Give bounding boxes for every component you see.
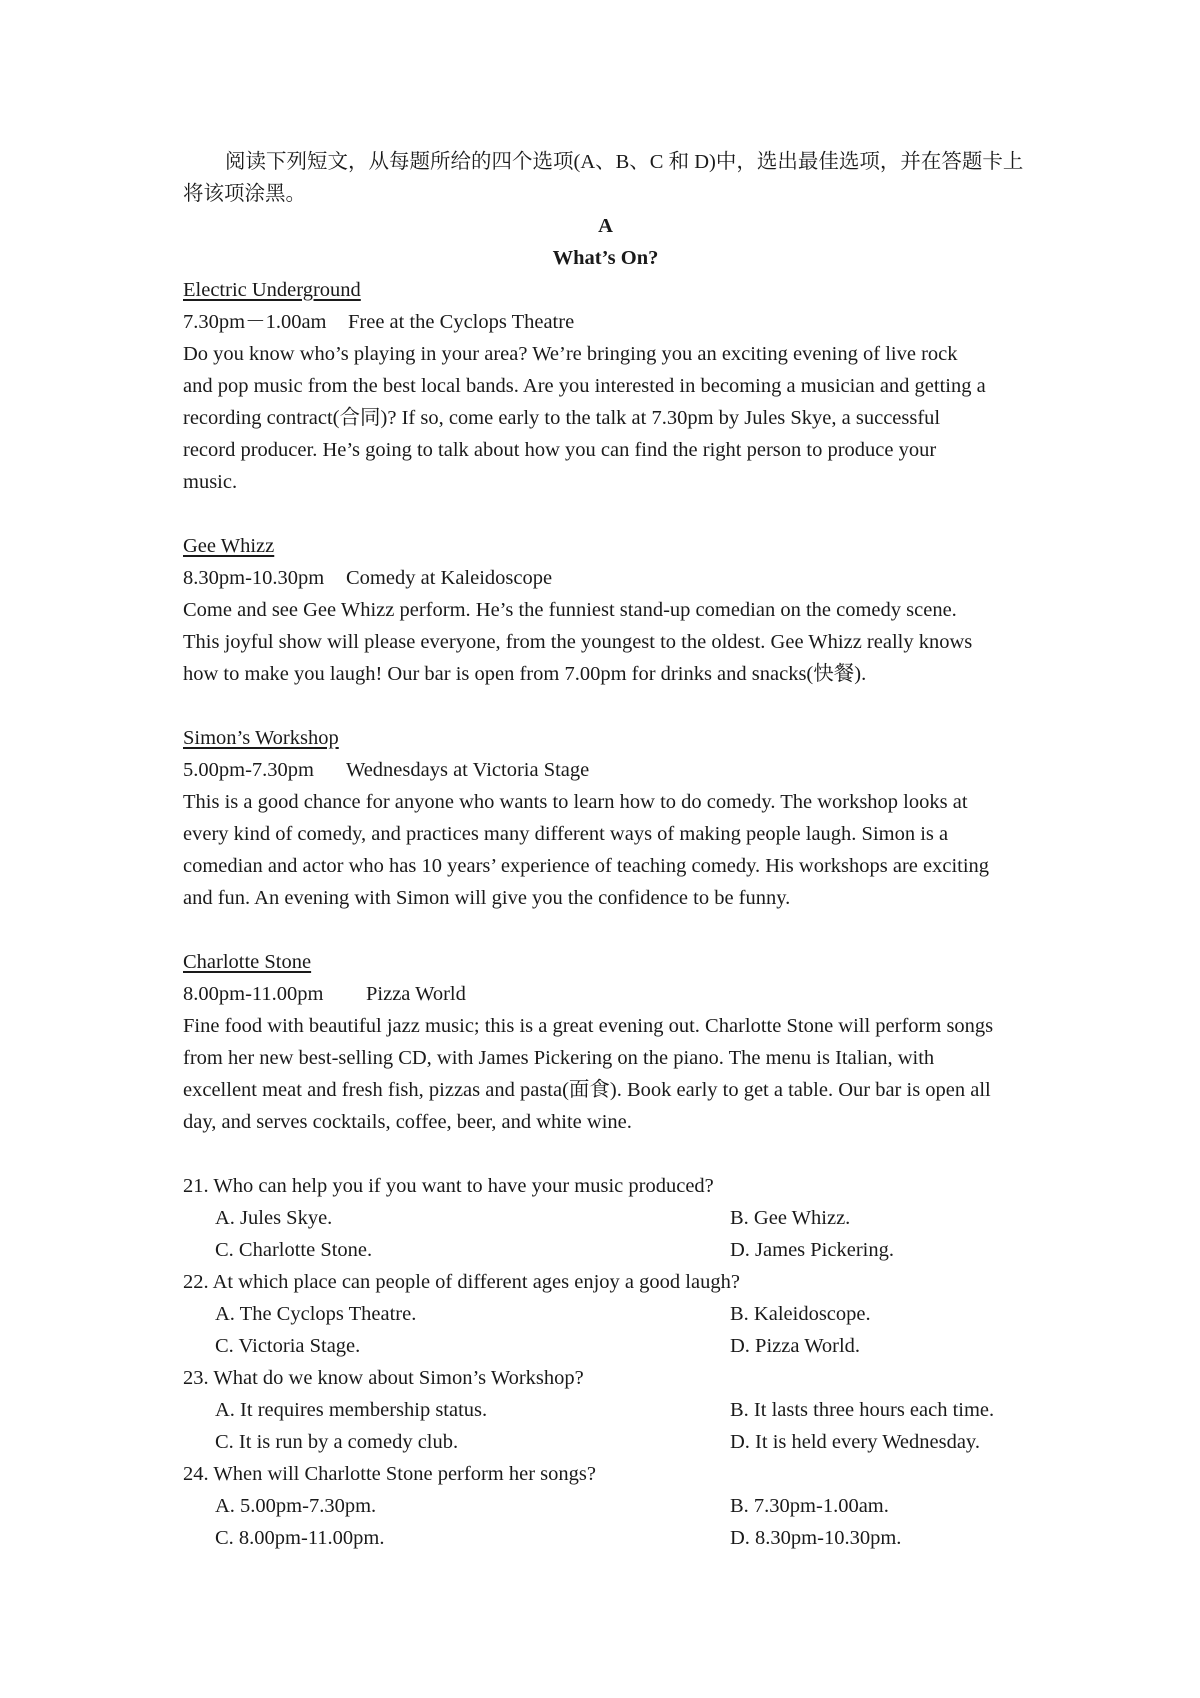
event-name: Electric Underground [183, 279, 361, 301]
question-24 [183, 1458, 1028, 1554]
option-d: D. Pizza World. [730, 1335, 861, 1357]
event-venue: Free at the Cyclops Theatre [348, 311, 575, 333]
event-description-line: every kind of comedy, and practices many different ways of making people laugh. Simon is a [183, 823, 949, 845]
event-electric-underground [183, 274, 1028, 498]
event-description-line: music. [183, 471, 238, 493]
event-venue: Pizza World [366, 983, 466, 1005]
event-name: Simon’s Workshop [183, 727, 339, 749]
exam-page [183, 146, 1028, 1554]
option-c: C. Charlotte Stone. [215, 1239, 373, 1261]
event-venue: Comedy at Kaleidoscope [346, 567, 553, 589]
event-description-line: from her new best-selling CD, with James Pickering on the piano. The menu is Italian, with [183, 1047, 935, 1069]
option-d: D. James Pickering. [730, 1239, 894, 1261]
question-23 [183, 1362, 1028, 1458]
question-22 [183, 1266, 1028, 1362]
option-a: A. It requires membership status. [215, 1399, 488, 1421]
question-stem: 24. When will Charlotte Stone perform her songs? [183, 1463, 596, 1485]
passage-title: What’s On? [552, 247, 659, 269]
option-c: C. Victoria Stage. [215, 1335, 361, 1357]
event-description-line: Do you know who’s playing in your area? We’re bringing you an exciting evening of live rock [183, 343, 958, 365]
event-description-line: excellent meat and fresh fish, pizzas and pasta(面食). Book early to get a table. Our bar is open all [183, 1079, 991, 1101]
question-stem: 23. What do we know about Simon’s Workshop? [183, 1367, 584, 1389]
event-time: 8.30pm-10.30pm [183, 567, 325, 589]
event-description-line: Fine food with beautiful jazz music; this is a great evening out. Charlotte Stone will perform songs [183, 1015, 994, 1037]
option-b: B. It lasts three hours each time. [730, 1399, 995, 1421]
event-description-line: day, and serves cocktails, coffee, beer, and white wine. [183, 1111, 632, 1133]
event-name: Gee Whizz [183, 535, 275, 557]
option-a: A. 5.00pm-7.30pm. [215, 1495, 377, 1517]
event-description-line: recording contract(合同)? If so, come early to the talk at 7.30pm by Jules Skye, a successful [183, 407, 941, 429]
option-b: B. Gee Whizz. [730, 1207, 851, 1229]
option-d: D. It is held every Wednesday. [730, 1431, 980, 1453]
question-stem: 22. At which place can people of different ages enjoy a good laugh? [183, 1271, 740, 1293]
option-c: C. It is run by a comedy club. [215, 1431, 459, 1453]
event-description-line: and pop music from the best local bands. Are you interested in becoming a musician and getting a [183, 375, 986, 397]
event-description-line: This is a good chance for anyone who wants to learn how to do comedy. The workshop looks at [183, 791, 968, 813]
question-stem: 21. Who can help you if you want to have your music produced? [183, 1175, 714, 1197]
option-a: A. The Cyclops Theatre. [215, 1303, 417, 1325]
event-description-line: how to make you laugh! Our bar is open from 7.00pm for drinks and snacks(快餐). [183, 663, 867, 685]
option-a: A. Jules Skye. [215, 1207, 333, 1229]
event-description-line: and fun. An evening with Simon will give you the confidence to be funny. [183, 887, 791, 909]
event-description-line: Come and see Gee Whizz perform. He’s the funniest stand-up comedian on the comedy scene. [183, 599, 957, 621]
option-c: C. 8.00pm-11.00pm. [215, 1527, 385, 1549]
event-time: 7.30pm－1.00am [183, 311, 327, 333]
event-description-line: record producer. He’s going to talk about how you can find the right person to produce your [183, 439, 937, 461]
option-b: B. 7.30pm-1.00am. [730, 1495, 889, 1517]
option-d: D. 8.30pm-10.30pm. [730, 1527, 902, 1549]
event-charlotte-stone [183, 946, 1028, 1138]
event-time: 8.00pm-11.00pm [183, 983, 324, 1005]
instructions: 阅读下列短文，从每题所给的四个选项(A、B、C 和 D)中，选出最佳选项，并在答题卡上将该项涂黑。 [183, 151, 1024, 205]
event-description-line: This joyful show will please everyone, from the youngest to the oldest. Gee Whizz really knows [183, 631, 973, 653]
option-b: B. Kaleidoscope. [730, 1303, 871, 1325]
event-description-line: comedian and actor who has 10 years’ experience of teaching comedy. His workshops are exciting [183, 855, 990, 877]
question-21 [183, 1170, 1028, 1266]
event-time: 5.00pm-7.30pm [183, 759, 314, 781]
event-venue: Wednesdays at Victoria Stage [346, 759, 590, 781]
event-name: Charlotte Stone [183, 951, 312, 973]
event-gee-whizz [183, 530, 1028, 690]
event-simons-workshop [183, 722, 1028, 914]
section-letter: A [598, 215, 613, 237]
